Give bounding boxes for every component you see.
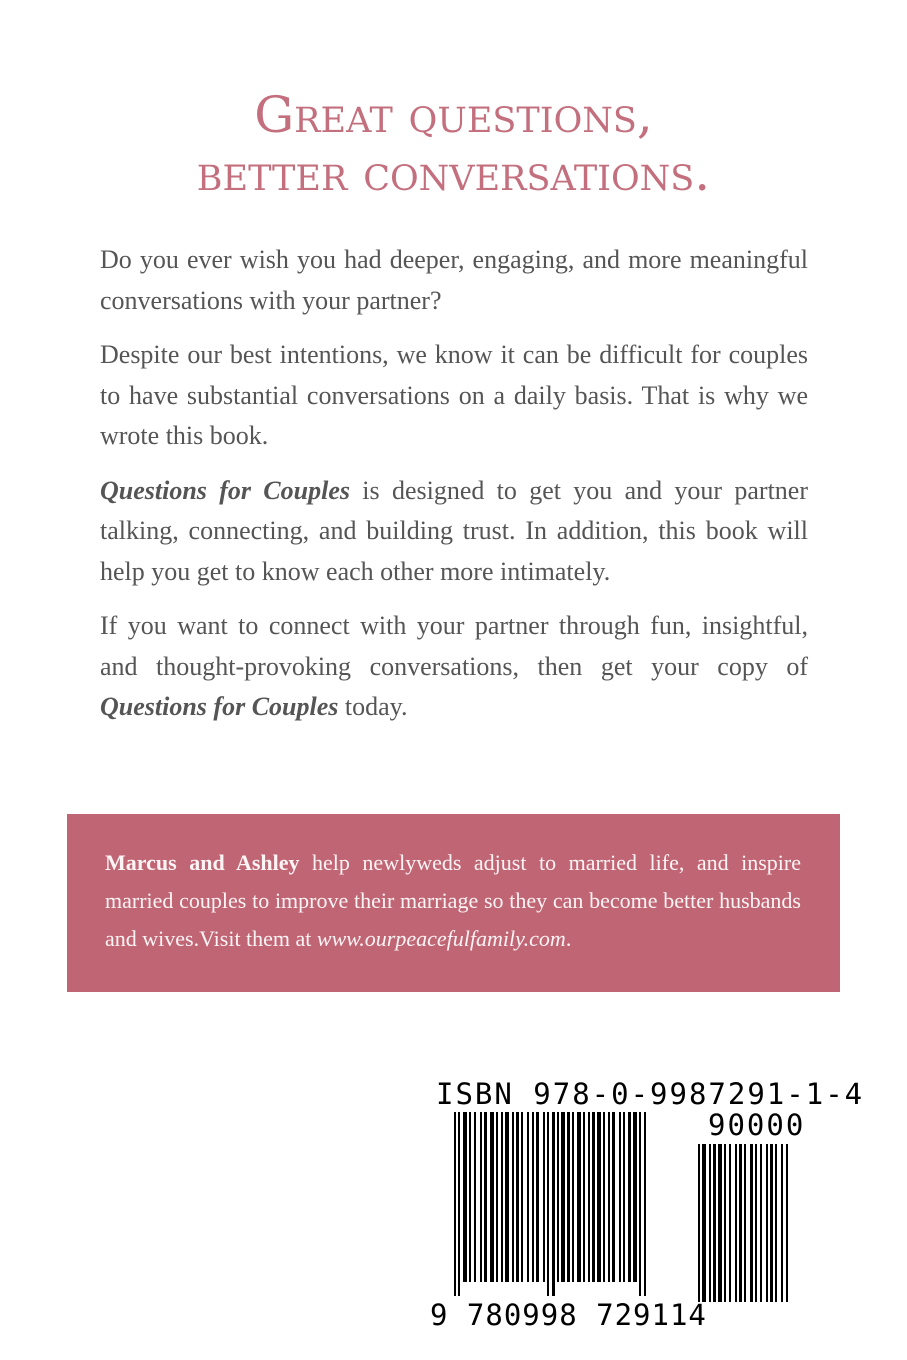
blurb-paragraph-3 (100, 471, 808, 593)
barcode-bar (521, 1112, 523, 1282)
barcode-bar (552, 1112, 555, 1296)
barcode-bar (474, 1112, 476, 1282)
barcode-bar (770, 1144, 773, 1302)
barcode-bar (572, 1112, 574, 1282)
barcode-bar (612, 1112, 615, 1282)
barcode-bar (744, 1144, 746, 1302)
barcode-bar (577, 1112, 581, 1282)
blurb-paragraph-4-end: today. (338, 692, 408, 721)
barcode-bar (567, 1112, 570, 1282)
barcode-bar (639, 1112, 641, 1296)
blurb-paragraph-2: Despite our best intentions, we know it can be difficult for couples to have substantial conversations on a daily basis. That is why we wrote this book. (100, 340, 808, 450)
barcode-bar (623, 1112, 625, 1282)
headline-line-2: better conversations. (196, 144, 711, 202)
barcode-bar (702, 1144, 706, 1302)
book-title: Questions for Couples (100, 692, 339, 721)
isbn-label: ISBN 978-0-9987291-1-4 (436, 1077, 865, 1111)
barcode-bar (698, 1144, 700, 1302)
barcode-bar (775, 1144, 777, 1302)
book-title: Questions for Couples (100, 475, 350, 505)
barcode-bar (505, 1112, 509, 1282)
barcode-bar (739, 1144, 742, 1302)
headline-line-1: Great questions, (254, 86, 653, 144)
author-bio-box (67, 814, 840, 992)
barcode-bar (781, 1144, 783, 1302)
barcode-bar (480, 1112, 482, 1282)
barcode-bar (766, 1144, 768, 1302)
barcode-bar (597, 1112, 601, 1282)
barcode-bar (750, 1144, 753, 1302)
barcode-bar (469, 1112, 471, 1282)
author-bio-end: . (565, 926, 572, 951)
barcode-bar (557, 1112, 559, 1282)
barcode-bar (724, 1144, 726, 1302)
blurb-paragraph-1: Do you ever wish you had deeper, engaging, and more meaningful conversations with your partner? (100, 245, 808, 315)
barcode-bar (527, 1112, 529, 1282)
barcode-bar (547, 1112, 549, 1296)
barcode-bar (454, 1112, 456, 1296)
barcode-bar (543, 1112, 545, 1282)
barcode-bar (619, 1112, 621, 1282)
barcode-bar (532, 1112, 534, 1282)
author-website: www.ourpeacefulfamily.com (316, 926, 566, 951)
barcode-bar (755, 1144, 757, 1302)
barcode-bar (628, 1112, 631, 1282)
barcode-bar (484, 1112, 487, 1282)
blurb-paragraph-4-text: If you want to connect with your partner through fun, insightful, and thought-provoking conversations, then get your copy of (100, 611, 808, 681)
barcode-bars (454, 1112, 680, 1296)
barcode-bar (603, 1112, 605, 1282)
barcode-bar (729, 1144, 731, 1302)
barcode-bar (490, 1112, 494, 1282)
barcode-bar (786, 1144, 788, 1302)
barcode-bar (608, 1112, 610, 1282)
barcode-bar (512, 1112, 514, 1282)
barcode-bar (458, 1112, 460, 1296)
barcode-addon-bars (698, 1144, 812, 1302)
barcode-bar (592, 1112, 595, 1282)
barcode-bar (496, 1112, 498, 1282)
barcode-addon-digits: 90000 (708, 1108, 806, 1142)
blurb-paragraph-3-text: is designed to get you and your partner talking, connecting, and building trust. In addition, this book will help you get to know each other more intimately. (100, 475, 808, 586)
headline (0, 86, 907, 202)
barcode-bar (463, 1112, 467, 1282)
author-bio (105, 844, 801, 958)
author-names: Marcus and Ashley (105, 850, 300, 875)
barcode-bar (709, 1144, 711, 1302)
barcode-bar (633, 1112, 637, 1282)
barcode-bar (718, 1144, 722, 1302)
barcode-ean-digits: 9 780998 729114 (430, 1298, 707, 1332)
barcode-bar (561, 1112, 565, 1282)
barcode-bar (760, 1144, 762, 1302)
blurb-paragraph-4 (100, 606, 808, 728)
barcode-bar (713, 1144, 716, 1302)
barcode-bar (516, 1112, 519, 1282)
barcode (420, 1068, 865, 1336)
author-bio-text: help newlyweds adjust to married life, and inspire married couples to improve their marriage so they can become better husbands and wives.Visit them at (105, 850, 801, 951)
barcode-bar (588, 1112, 590, 1282)
barcode-bar (536, 1112, 539, 1282)
barcode-bar (644, 1112, 646, 1296)
barcode-bar (735, 1144, 737, 1302)
blurb (100, 240, 808, 742)
barcode-bar (583, 1112, 585, 1282)
barcode-bar (501, 1112, 503, 1282)
